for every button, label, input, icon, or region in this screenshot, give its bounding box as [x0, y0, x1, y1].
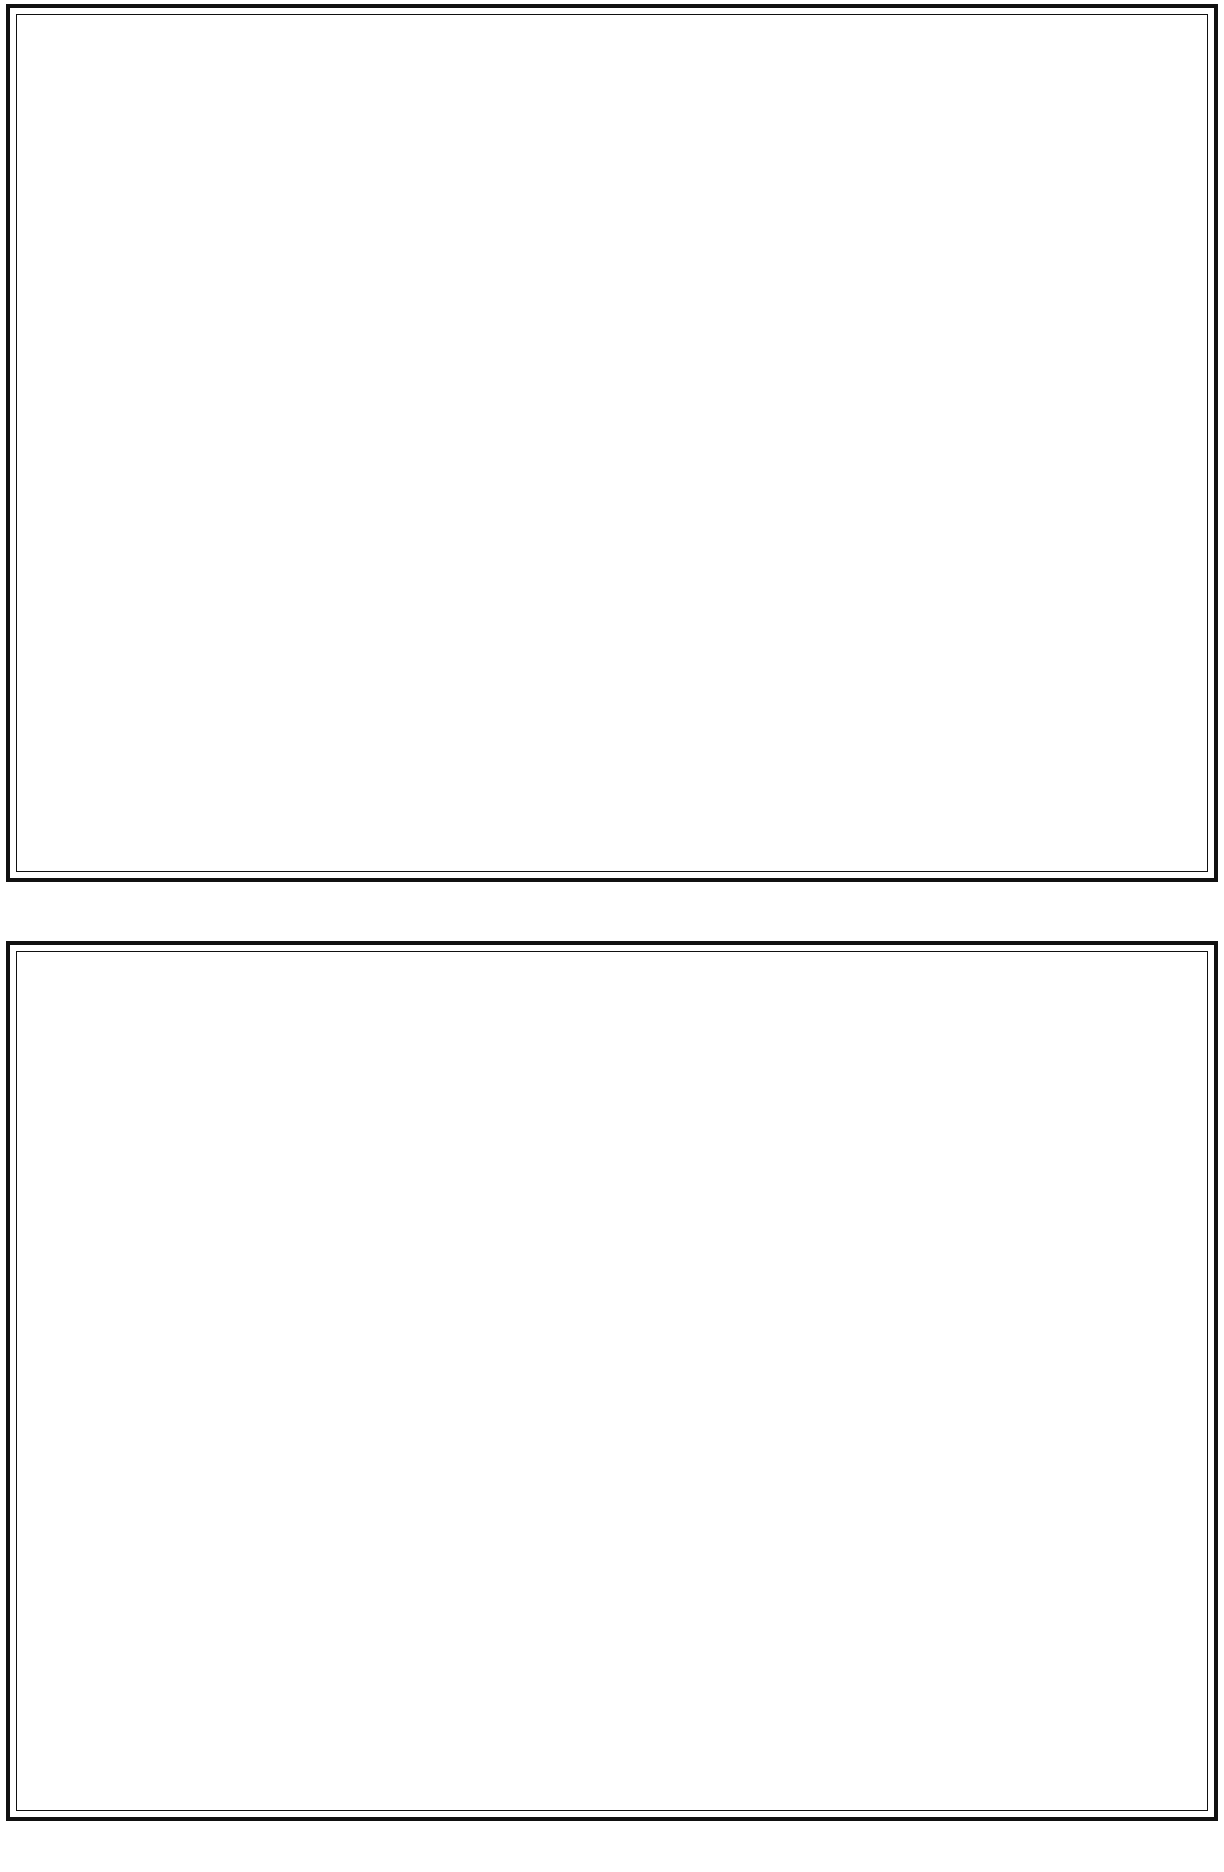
- bottom-page-panel: [6, 941, 1218, 1821]
- top-page-panel: [6, 4, 1218, 882]
- top-columns: [17, 15, 1207, 871]
- bottom-columns: [17, 952, 1207, 1810]
